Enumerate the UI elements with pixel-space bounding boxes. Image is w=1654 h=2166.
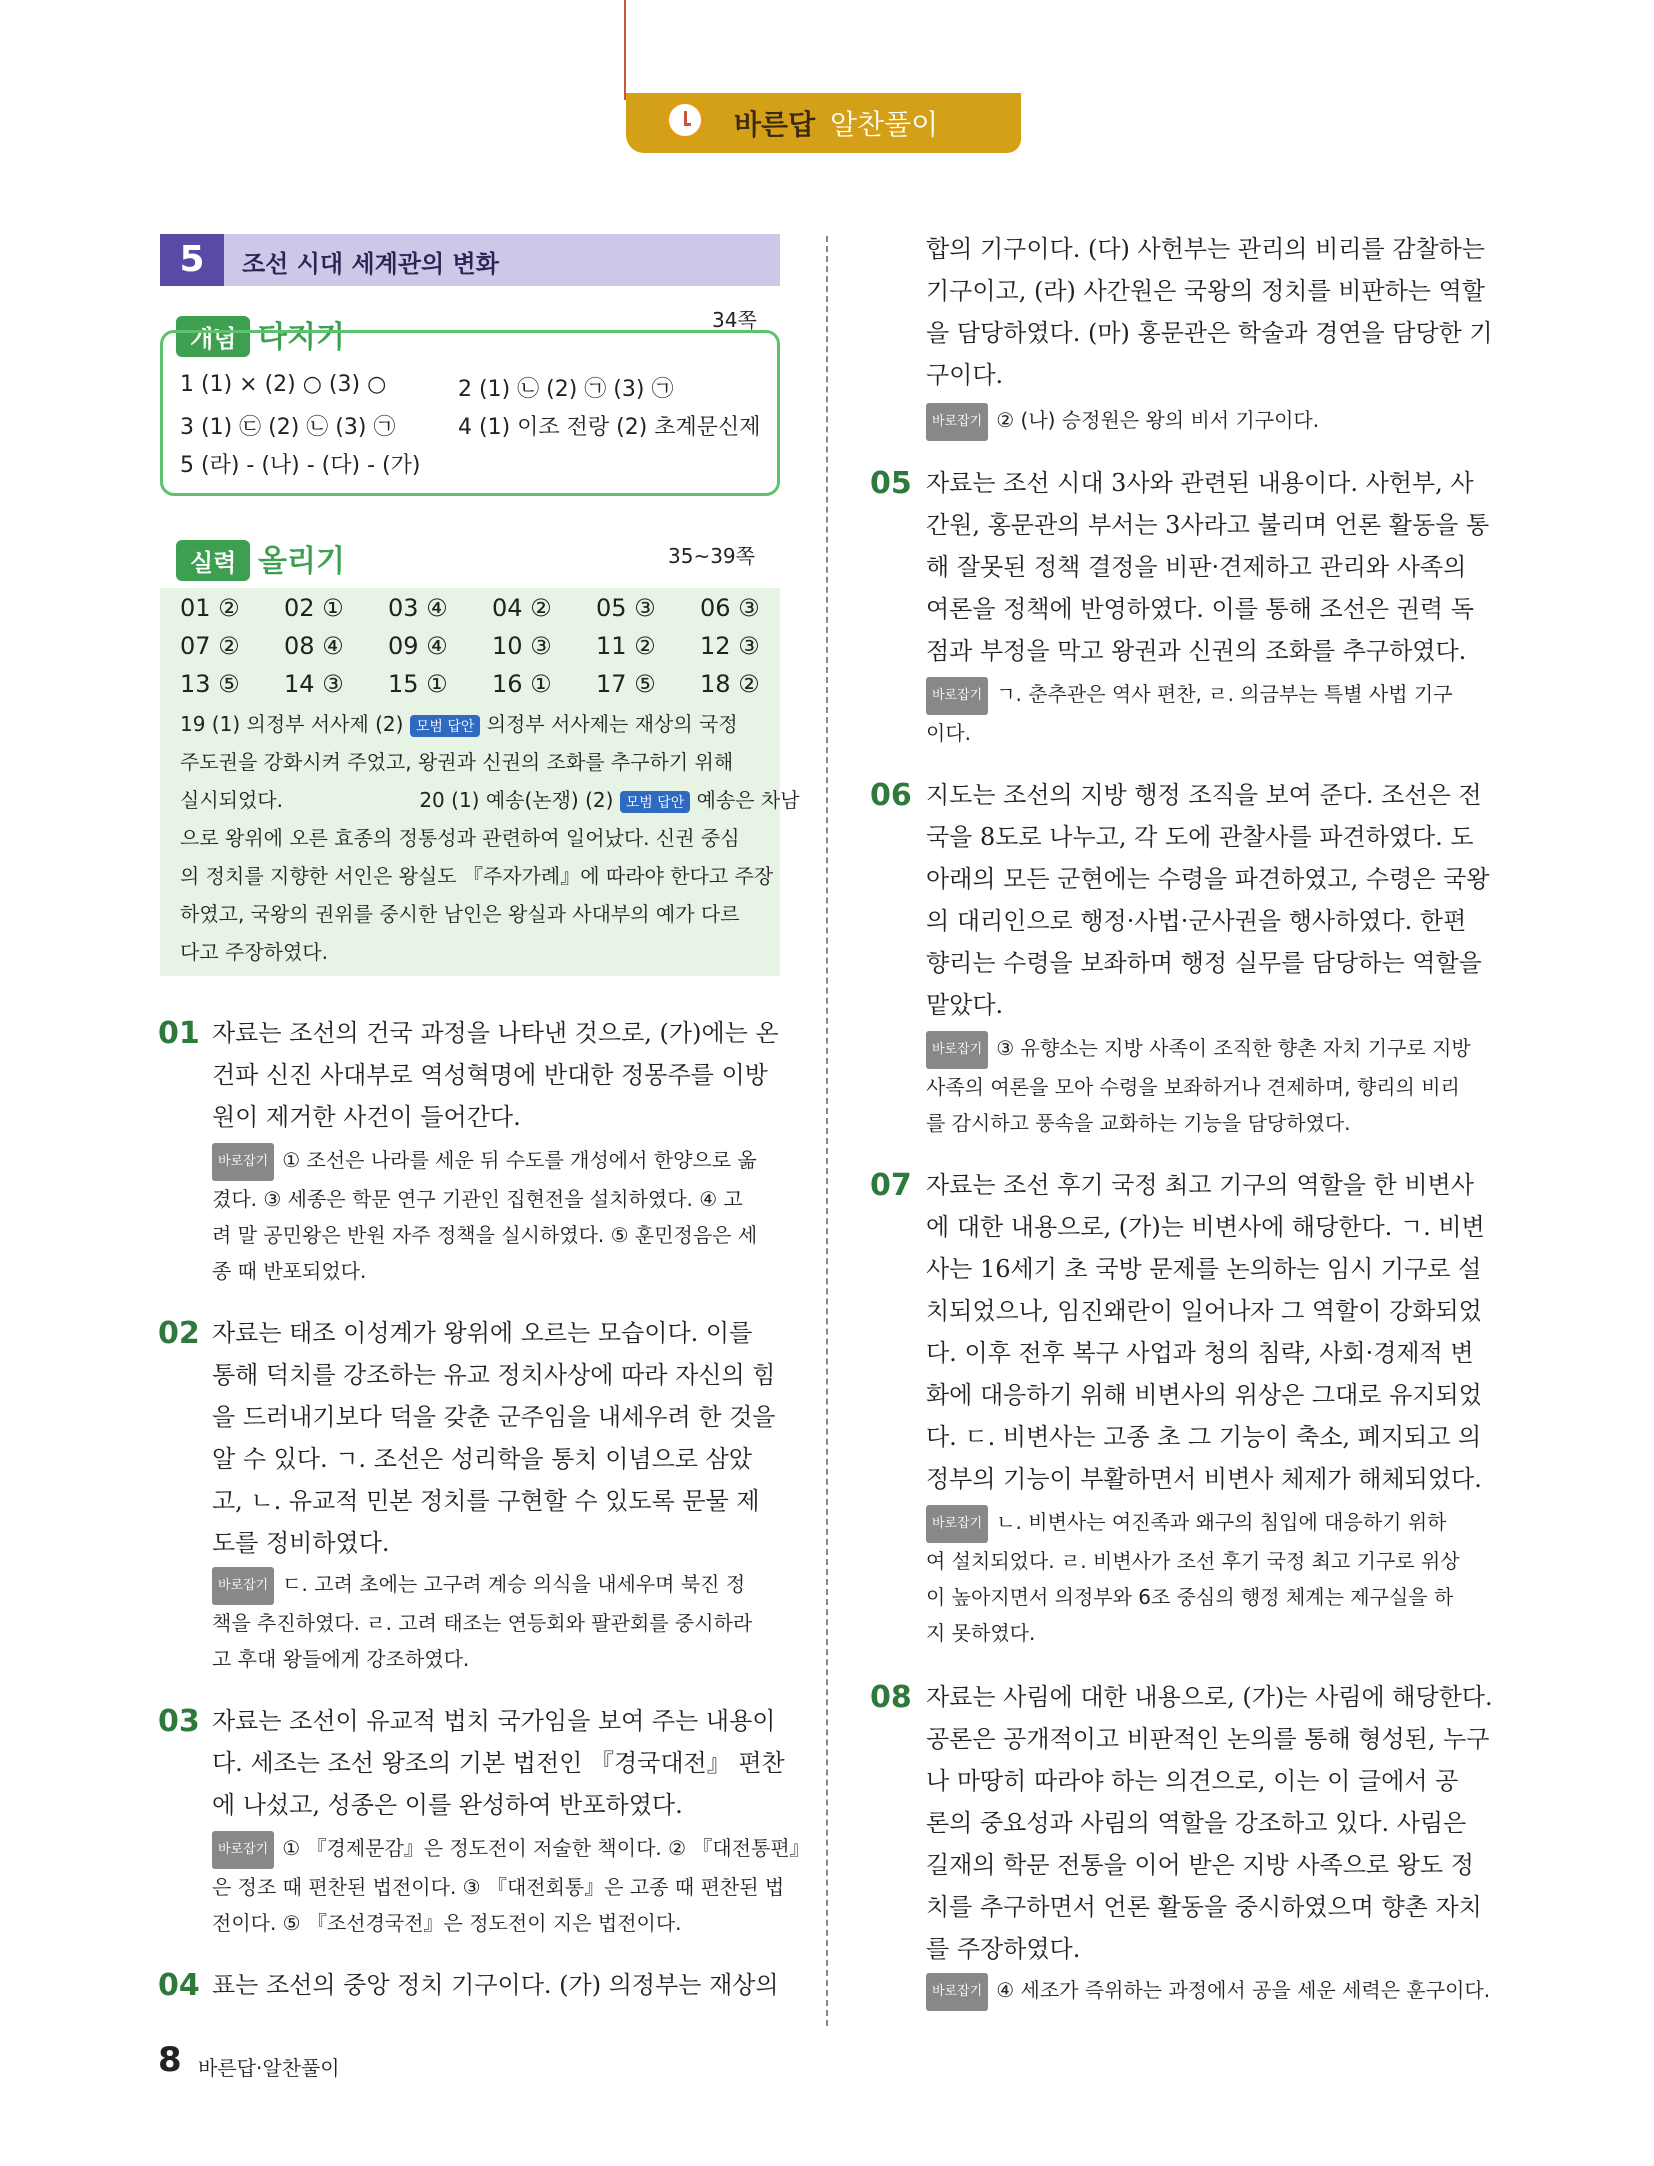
correction-03 xyxy=(212,1830,810,1941)
q20-line: 하였고, 국왕의 권위를 중시한 남인은 왕실과 사대부의 예가 다르 xyxy=(180,902,740,926)
question-number: 06 xyxy=(870,778,912,813)
text-line: 해 잘못된 정책 결정을 비판·견제하고 관리와 사족의 xyxy=(926,553,1467,581)
text-line: 자료는 조선의 건국 과정을 나타낸 것으로, (가)에는 온 xyxy=(212,1019,779,1047)
correction-01 xyxy=(212,1142,757,1289)
explanation-04-cont xyxy=(926,228,1493,396)
text-line: ㄷ. 고려 초에는 고구려 계승 의식을 내세우며 북진 정 xyxy=(282,1572,746,1596)
text-line: 기구이고, (라) 사간원은 국왕의 정치를 비판하는 역할 xyxy=(926,277,1485,305)
text-line: 려 말 공민왕은 반원 자주 정책을 실시하였다. ⑤ 훈민정음은 세 xyxy=(212,1222,758,1247)
correction-badge: 바로잡기 xyxy=(212,1831,274,1869)
q20-text: 예송은 차남 xyxy=(696,788,800,812)
header-line xyxy=(624,0,626,100)
correction-07 xyxy=(926,1504,1460,1651)
text-line: 길재의 학문 전통을 이어 받은 지방 사족으로 왕도 정 xyxy=(926,1851,1474,1879)
text-line: 에 대한 내용으로, (가)는 비변사에 해당한다. ㄱ. 비변 xyxy=(926,1213,1485,1241)
q19-line xyxy=(180,784,800,813)
correction-badge: 바로잡기 xyxy=(926,677,988,715)
concept-tag-side: 다지기 xyxy=(258,320,345,355)
question-number: 08 xyxy=(870,1680,912,1715)
correction-04 xyxy=(926,402,1319,441)
question-number: 07 xyxy=(870,1168,912,1203)
text-line: 정부의 기능이 부활하면서 비변사 체제가 해체되었다. xyxy=(926,1465,1482,1493)
text-line: 맡았다. xyxy=(926,991,1004,1019)
footer-label: 바른답·알찬풀이 xyxy=(198,2056,340,2080)
answer-item: 18 ② xyxy=(700,670,760,698)
practice-tag: 실력 xyxy=(176,540,250,581)
concept-line: 3 (1) ㉢ (2) ㉡ (3) ㉠ xyxy=(180,415,396,440)
practice-page: 35~39쪽 xyxy=(668,544,755,568)
correction-badge: 바로잡기 xyxy=(926,1973,988,2011)
answer-item: 14 ③ xyxy=(284,670,344,698)
q19-line: 주도권을 강화시켜 주었고, 왕권과 신권의 조화를 추구하기 위해 xyxy=(180,750,734,774)
text-line: 지 못하였다. xyxy=(926,1620,1036,1645)
answer-item: 01 ② xyxy=(180,594,240,622)
explanation-07 xyxy=(926,1164,1485,1500)
answer-item: 03 ④ xyxy=(388,594,448,622)
answer-item: 11 ② xyxy=(596,632,656,660)
correction-06 xyxy=(926,1030,1471,1141)
clock-icon xyxy=(666,101,704,139)
concept-line: 1 (1) × (2) ○ (3) ○ xyxy=(180,372,387,397)
text-line: 나 마땅히 따라야 하는 의견으로, 이는 이 글에서 공 xyxy=(926,1767,1459,1795)
answer-item: 04 ② xyxy=(492,594,552,622)
text-line: ① 조선은 나라를 세운 뒤 수도를 개성에서 한양으로 옮 xyxy=(282,1148,757,1172)
correction-badge: 바로잡기 xyxy=(212,1567,274,1605)
answer-item: 13 ⑤ xyxy=(180,670,240,698)
answer-item: 08 ④ xyxy=(284,632,344,660)
text-line: 를 감시하고 풍속을 교화하는 기능을 담당하였다. xyxy=(926,1110,1351,1135)
answer-item: 06 ③ xyxy=(700,594,760,622)
text-line: 건파 신진 사대부로 역성혁명에 반대한 정몽주를 이방 xyxy=(212,1061,768,1089)
correction-badge: 바로잡기 xyxy=(926,403,988,441)
practice-tag-side: 올리기 xyxy=(258,544,345,579)
concept-page: 34쪽 xyxy=(712,308,757,332)
text-line: ④ 세조가 즉위하는 과정에서 공을 세운 세력은 훈구이다. xyxy=(996,1978,1491,2002)
text-line: 론의 중요성과 사림의 역할을 강조하고 있다. 사림은 xyxy=(926,1809,1467,1837)
text-line: 종 때 반포되었다. xyxy=(212,1258,367,1283)
header-badge xyxy=(626,93,1021,153)
header-label-strong: 바른답 xyxy=(734,108,816,141)
text-line: ③ 유향소는 지방 사족이 조직한 향촌 자치 기구로 지방 xyxy=(996,1036,1471,1060)
header-label-light: 알찬풀이 xyxy=(830,108,939,141)
text-line: 알 수 있다. ㄱ. 조선은 성리학을 통치 이념으로 삼았 xyxy=(212,1445,752,1473)
text-line: ① 『경제문감』은 정도전이 저술한 책이다. ② 『대전통편』 xyxy=(282,1836,810,1860)
answer-item: 15 ① xyxy=(388,670,448,698)
section-title-bar xyxy=(160,234,780,286)
answer-item: 07 ② xyxy=(180,632,240,660)
explanation-08 xyxy=(926,1676,1493,1970)
concept-line: 5 (라) - (나) - (다) - (가) xyxy=(180,453,421,478)
text-line: 을 담당하였다. (마) 홍문관은 학술과 경연을 담당한 기 xyxy=(926,319,1493,347)
text-line: 자료는 조선 시대 3사와 관련된 내용이다. 사헌부, 사 xyxy=(926,469,1474,497)
text-line: 다. 세조는 조선 왕조의 기본 법전인 『경국대전』 편찬 xyxy=(212,1749,785,1777)
text-line: 도를 정비하였다. xyxy=(212,1529,390,1557)
text-line: 지도는 조선의 지방 행정 조직을 보여 준다. 조선은 전 xyxy=(926,781,1482,809)
text-line: ② (나) 승정원은 왕의 비서 기구이다. xyxy=(996,408,1320,432)
text-line: 이 높아지면서 의정부와 6조 중심의 행정 체계는 제구실을 하 xyxy=(926,1584,1454,1609)
answer-item: 05 ③ xyxy=(596,594,656,622)
explanation-03 xyxy=(212,1700,785,1826)
text-line: 여 설치되었다. ㄹ. 비변사가 조선 후기 국정 최고 기구로 위상 xyxy=(926,1548,1460,1573)
correction-badge: 바로잡기 xyxy=(212,1143,274,1181)
q19-label: 19 (1) 의정부 서사제 (2) xyxy=(180,712,404,736)
text-line: 공론은 공개적이고 비판적인 논의를 통해 형성된, 누구 xyxy=(926,1725,1490,1753)
answer-item: 09 ④ xyxy=(388,632,448,660)
text-line: 의 대리인으로 행정·사법·군사권을 행사하였다. 한편 xyxy=(926,907,1467,935)
text-line: 점과 부정을 막고 왕권과 신권의 조화를 추구하였다. xyxy=(926,637,1467,665)
correction-02 xyxy=(212,1566,752,1677)
text-line: 향리는 수령을 보좌하며 행정 실무를 담당하는 역할을 xyxy=(926,949,1482,977)
text-line: ㄱ. 춘추관은 역사 편찬, ㄹ. 의금부는 특별 사법 기구 xyxy=(996,682,1453,706)
q20-line: 으로 왕위에 오른 효종의 정통성과 관련하여 일어났다. 신권 중심 xyxy=(180,826,740,850)
text-line: 고, ㄴ. 유교적 민본 정치를 구현할 수 있도록 문물 제 xyxy=(212,1487,760,1515)
text-line: 자료는 태조 이성계가 왕위에 오르는 모습이다. 이를 xyxy=(212,1319,753,1347)
text-line: 이다. xyxy=(926,720,971,745)
answer-item: 17 ⑤ xyxy=(596,670,656,698)
text-line: 화에 대응하기 위해 비변사의 위상은 그대로 유지되었 xyxy=(926,1381,1482,1409)
q19-text: 실시되었다. xyxy=(180,788,283,812)
explanation-06 xyxy=(926,774,1489,1026)
concept-line: 2 (1) ㉡ (2) ㉠ (3) ㉠ xyxy=(458,377,674,402)
text-line: ㄴ. 비변사는 여진족과 왜구의 침입에 대응하기 위하 xyxy=(996,1510,1447,1534)
text-line: 자료는 사림에 대한 내용으로, (가)는 사림에 해당한다. xyxy=(926,1683,1493,1711)
question-number: 05 xyxy=(870,466,912,501)
text-line: 자료는 조선 후기 국정 최고 기구의 역할을 한 비변사 xyxy=(926,1171,1474,1199)
text-line: 통해 덕치를 강조하는 유교 정치사상에 따라 자신의 힘 xyxy=(212,1361,776,1389)
text-line: 원이 제거한 사건이 들어간다. xyxy=(212,1103,521,1131)
text-line: 사는 16세기 초 국방 문제를 논의하는 임시 기구로 설 xyxy=(926,1255,1482,1283)
text-line: 국을 8도로 나누고, 각 도에 관찰사를 파견하였다. 도 xyxy=(926,823,1474,851)
text-line: 를 주장하였다. xyxy=(926,1935,1081,1963)
text-line: 표는 조선의 중앙 정치 기구이다. (가) 의정부는 재상의 xyxy=(212,1971,779,1999)
question-number: 04 xyxy=(158,1968,200,2003)
concept-tag: 개념 xyxy=(176,316,250,357)
text-line: 다. ㄷ. 비변사는 고종 초 그 기능이 축소, 폐지되고 의 xyxy=(926,1423,1482,1451)
text-line: 합의 기구이다. (다) 사헌부는 관리의 비리를 감찰하는 xyxy=(926,235,1485,263)
answer-item: 16 ① xyxy=(492,670,552,698)
text-line: 사족의 여론을 모아 수령을 보좌하거나 견제하며, 향리의 비리 xyxy=(926,1074,1460,1099)
answer-item: 10 ③ xyxy=(492,632,552,660)
text-line: 책을 추진하였다. ㄹ. 고려 태조는 연등회와 팔관회를 중시하라 xyxy=(212,1610,753,1635)
explanation-05 xyxy=(926,462,1489,672)
explanation-01 xyxy=(212,1012,779,1138)
q20-line: 다고 주장하였다. xyxy=(180,940,328,964)
concept-line: 4 (1) 이조 전랑 (2) 초계문신제 xyxy=(458,415,761,440)
column-divider xyxy=(826,236,828,2026)
q20-label: 20 (1) 예송(논쟁) (2) xyxy=(419,788,614,812)
q19-line xyxy=(180,708,738,737)
text-line: 치되었으나, 임진왜란이 일어나자 그 역할이 강화되었 xyxy=(926,1297,1482,1325)
answer-item: 02 ① xyxy=(284,594,344,622)
model-answer-badge: 모범 답안 xyxy=(410,715,481,737)
correction-05 xyxy=(926,676,1453,751)
text-line: 다. 이후 전후 복구 사업과 청의 침략, 사회·경제적 변 xyxy=(926,1339,1474,1367)
correction-badge: 바로잡기 xyxy=(926,1505,988,1543)
text-line: 구이다. xyxy=(926,361,1004,389)
explanation-04 xyxy=(212,1964,779,2006)
text-line: 은 정조 때 편찬된 법전이다. ③ 『대전회통』은 고종 때 편찬된 법 xyxy=(212,1874,785,1899)
text-line: 치를 추구하면서 언론 활동을 중시하였으며 향촌 자치 xyxy=(926,1893,1482,1921)
model-answer-badge: 모범 답안 xyxy=(620,791,691,813)
correction-08 xyxy=(926,1972,1490,2011)
text-line: 겼다. ③ 세종은 학문 연구 기관인 집현전을 설치하였다. ④ 고 xyxy=(212,1186,743,1211)
correction-badge: 바로잡기 xyxy=(926,1031,988,1069)
section-number: 5 xyxy=(160,234,224,286)
text-line: 을 드러내기보다 덕을 갖춘 군주임을 내세우려 한 것을 xyxy=(212,1403,776,1431)
text-line: 고 후대 왕들에게 강조하였다. xyxy=(212,1646,470,1671)
text-line: 여론을 정책에 반영하였다. 이를 통해 조선은 권력 독 xyxy=(926,595,1474,623)
text-line: 전이다. ⑤ 『조선경국전』은 정도전이 지은 법전이다. xyxy=(212,1910,682,1935)
text-line: 자료는 조선이 유교적 법치 국가임을 보여 주는 내용이 xyxy=(212,1707,776,1735)
text-line: 아래의 모든 군현에는 수령을 파견하였고, 수령은 국왕 xyxy=(926,865,1490,893)
answer-item: 12 ③ xyxy=(700,632,760,660)
explanation-02 xyxy=(212,1312,775,1564)
question-number: 03 xyxy=(158,1704,200,1739)
text-line: 에 나섰고, 성종은 이를 완성하여 반포하였다. xyxy=(212,1791,683,1819)
section-title: 조선 시대 세계관의 변화 xyxy=(242,250,499,278)
question-number: 02 xyxy=(158,1316,200,1351)
q20-line: 의 정치를 지향한 서인은 왕실도 『주자가례』에 따라야 한다고 주장 xyxy=(180,864,774,888)
question-number: 01 xyxy=(158,1016,200,1051)
text-line: 간원, 홍문관의 부서는 3사라고 불리며 언론 활동을 통 xyxy=(926,511,1490,539)
page-number: 8 xyxy=(158,2040,182,2080)
q19-text: 의정부 서사제는 재상의 국정 xyxy=(486,712,738,736)
